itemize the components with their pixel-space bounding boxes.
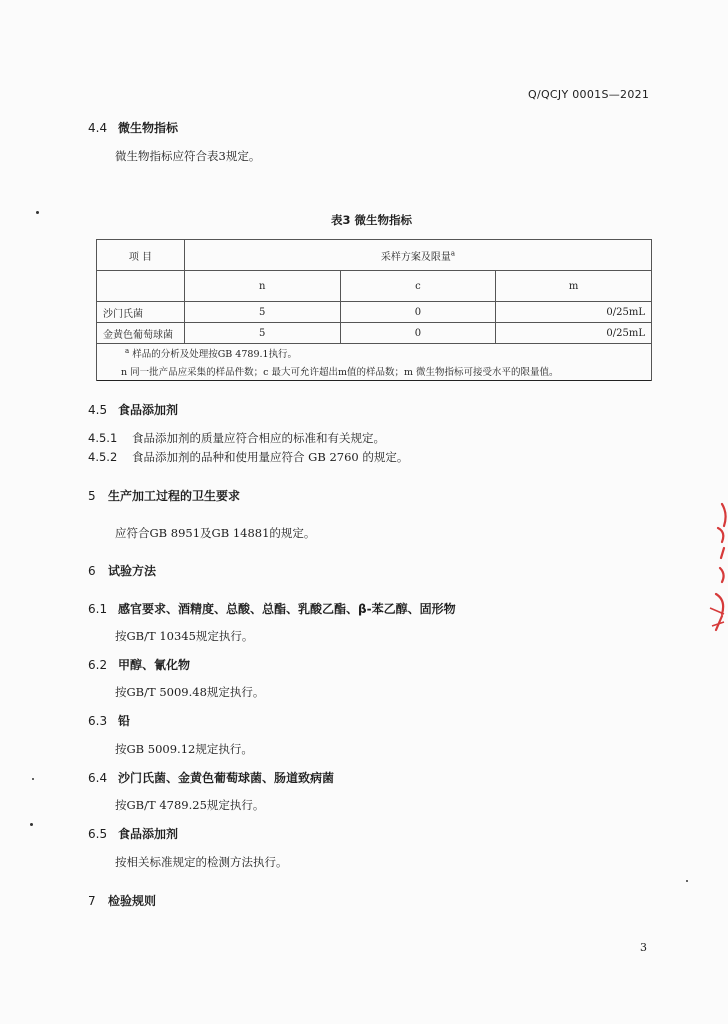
- section-6-1-text: 按GB/T 10345规定执行。: [115, 629, 254, 643]
- subheader-n: n: [184, 271, 340, 302]
- table-note-a: $^a$ 样品的分析及处理按GB 4789.1执行。: [97, 344, 652, 363]
- section-4-5-heading: 4.5 食品添加剂: [88, 403, 179, 417]
- page-number: 3: [640, 941, 647, 954]
- scan-speck: [686, 880, 688, 882]
- section-6-3-text: 按GB 5009.12规定执行。: [115, 742, 253, 756]
- subheader-blank: [97, 271, 185, 302]
- section-5-heading: 5 生产加工过程的卫生要求: [88, 489, 241, 503]
- microbial-table: [96, 239, 652, 381]
- section-6-2-heading: 6.2 甲醇、氰化物: [88, 658, 191, 672]
- section-6-5-text: 按相关标准规定的检测方法执行。: [115, 855, 288, 869]
- subheader-m: m: [496, 271, 652, 302]
- section-4-4-text: 微生物指标应符合表3规定。: [115, 149, 261, 163]
- table-note-b: n 同一批产品应采集的样品件数；c 最大可允许超出m值的样品数；m 微生物指标可接受水平的限量值。: [97, 362, 652, 381]
- section-6-2-text: 按GB/T 5009.48规定执行。: [115, 685, 265, 699]
- scan-speck: [32, 778, 34, 780]
- section-7-heading: 7 检验规则: [88, 894, 157, 908]
- section-number: 4.4: [88, 121, 108, 135]
- section-6-1-heading: 6.1 感官要求、酒精度、总酸、总酯、乳酸乙酯、β-苯乙醇、固形物: [88, 602, 456, 616]
- section-title: 微生物指标: [118, 121, 179, 135]
- col-header-plan: 采样方案及限量$^a$: [184, 240, 651, 271]
- section-6-4-text: 按GB/T 4789.25规定执行。: [115, 798, 265, 812]
- col-header-item: 项 目: [97, 240, 185, 271]
- table-row: 沙门氏菌 5 0 0/25mL: [97, 302, 652, 323]
- subheader-c: c: [340, 271, 496, 302]
- section-6-3-heading: 6.3 铅: [88, 714, 131, 728]
- document-code: Q/QCJY 0001S—2021: [528, 88, 650, 101]
- scan-speck: [36, 211, 39, 214]
- section-6-heading: 6 试验方法: [88, 564, 157, 578]
- red-stamp-fragment: [702, 498, 728, 638]
- section-5-text: 应符合GB 8951及GB 14881的规定。: [115, 526, 316, 540]
- section-4-5-1: 4.5.1 食品添加剂的质量应符合相应的标准和有关规定。: [88, 431, 385, 445]
- scan-speck: [30, 823, 33, 826]
- section-6-4-heading: 6.4 沙门氏菌、金黄色葡萄球菌、肠道致病菌: [88, 771, 335, 785]
- section-6-5-heading: 6.5 食品添加剂: [88, 827, 179, 841]
- section-4-4-heading: [88, 119, 178, 136]
- table-row: 金黄色葡萄球菌 5 0 0/25mL: [97, 323, 652, 344]
- section-4-5-2: 4.5.2 食品添加剂的品种和使用量应符合 GB 2760 的规定。: [88, 450, 409, 464]
- table-caption: 表3 微生物指标: [331, 213, 413, 227]
